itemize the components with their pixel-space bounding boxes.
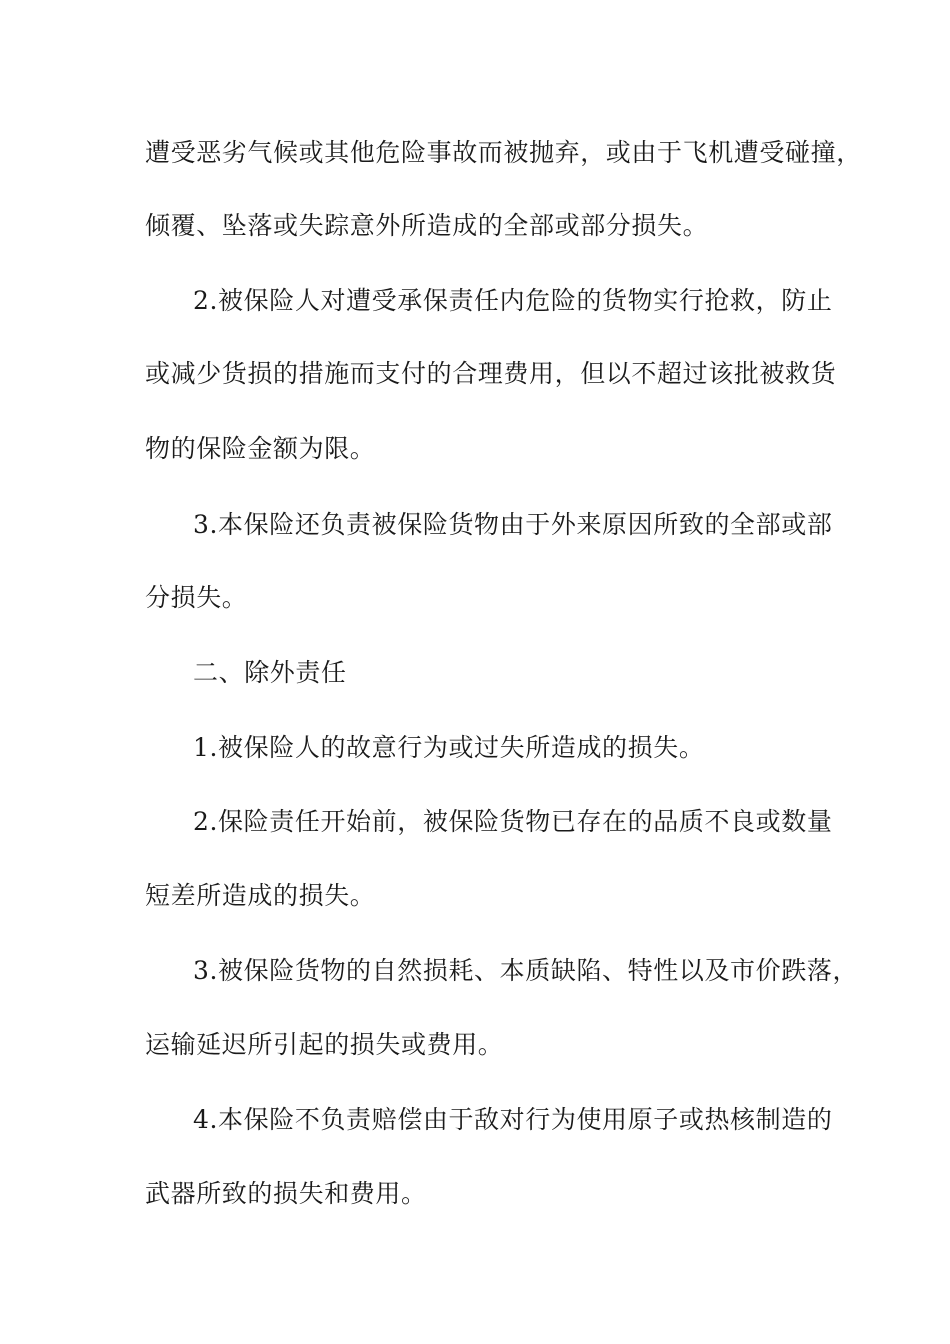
paragraph-line: 武器所致的损失和费用。 — [145, 1179, 427, 1208]
paragraph-line: 短差所造成的损失。 — [145, 881, 376, 910]
paragraph-line: 2.被保险人对遭受承保责任内危险的货物实行抢救，防止 — [193, 286, 833, 315]
section-heading: 二、除外责任 — [193, 658, 347, 687]
paragraph-line: 分损失。 — [145, 583, 248, 612]
paragraph-line: 2.保险责任开始前，被保险货物已存在的品质不良或数量 — [193, 807, 833, 836]
paragraph-line: 运输延迟所引起的损失或费用。 — [145, 1030, 504, 1059]
paragraph-line: 3.被保险货物的自然损耗、本质缺陷、特性以及市价跌落， — [193, 956, 859, 985]
paragraph-line: 倾覆、坠落或失踪意外所造成的全部或部分损失。 — [145, 211, 709, 240]
paragraph-line: 物的保险金额为限。 — [145, 434, 376, 463]
paragraph-line: 或减少货损的措施而支付的合理费用，但以不超过该批被救货 — [145, 359, 837, 388]
paragraph-line: 遭受恶劣气候或其他危险事故而被抛弃，或由于飞机遭受碰撞， — [145, 138, 862, 167]
paragraph-line: 1.被保险人的故意行为或过失所造成的损失。 — [193, 733, 705, 762]
paragraph-line: 4.本保险不负责赔偿由于敌对行为使用原子或热核制造的 — [193, 1105, 833, 1134]
paragraph-line: 3.本保险还负责被保险货物由于外来原因所致的全部或部 — [193, 510, 833, 539]
